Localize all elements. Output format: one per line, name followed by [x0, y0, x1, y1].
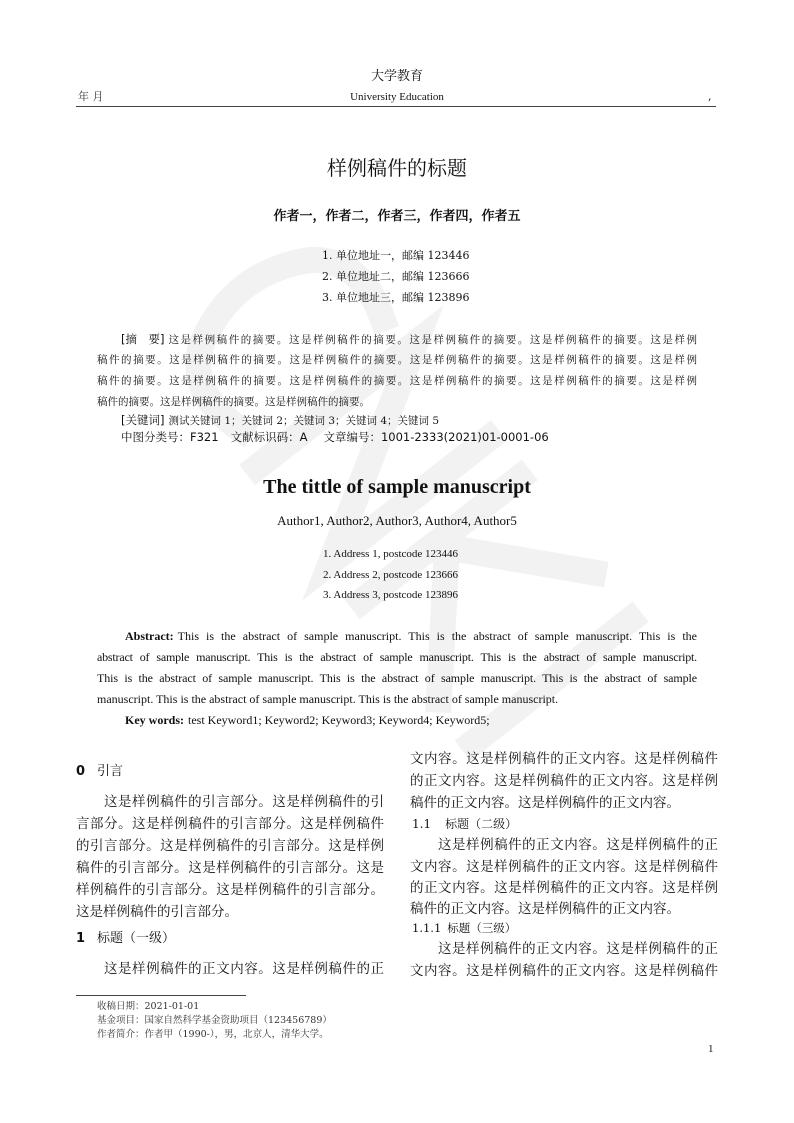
body-line: 稿件的正文内容。这是样例稿件的正文内容。 [410, 795, 680, 811]
keywords-en-line [125, 714, 490, 728]
title-en: The tittle of sample manuscript [263, 476, 531, 498]
intro-line: 样例稿件的引言部分。这是样例稿件的引言部分。 [76, 882, 384, 898]
section-0-heading: 引言 [97, 764, 124, 779]
body-line: 的正文内容。这是样例稿件的正文内容。这是样例 [410, 880, 718, 896]
intro-line: 稿件的引言部分。这是样例稿件的引言部分。这是 [76, 860, 384, 876]
body-line: 稿件的正文内容。这是样例稿件的正文内容。 [410, 901, 680, 917]
intro-line: 这是样例稿件的引言部分。这是样例稿件的引 [104, 794, 384, 810]
body-line: 文内容。这是样例稿件的正文内容。这是样例稿件 [410, 751, 718, 767]
footnote-rule [76, 995, 246, 996]
abstract-en-line: manuscript. This is the abstract of sample manuscript. This is the abstract of sample manuscript. [97, 692, 559, 706]
intro-line: 言部分。这是样例稿件的引言部分。这是样例稿件 [76, 816, 384, 832]
intro-line: 这是样例稿件的引言部分。 [76, 904, 238, 920]
body-line: 这是样例稿件的正文内容。这是样例稿件的正 [438, 837, 718, 853]
journal-title-en: University Education [350, 91, 444, 103]
address-en: 2. Address 2, postcode 123666 [323, 569, 459, 581]
section-1-1-1-heading-line [412, 922, 516, 935]
authors-cn: 作者一，作者二，作者三，作者四，作者五 [273, 209, 521, 224]
article-number: 文章编号：1001-2333(2021)01-0001-06 [323, 430, 549, 444]
section-1-1-1-heading: 标题（三级） [447, 921, 517, 935]
header-date: 年 月 [78, 90, 104, 103]
intro-line: 的引言部分。这是样例稿件的引言部分。这是样例 [76, 838, 384, 854]
abstract-cn-first-line [121, 333, 697, 346]
abstract-cn-label: [摘 要] [121, 332, 165, 346]
footnote-received-date: 收稿日期：2021-01-01 [97, 1001, 200, 1012]
keywords-cn: 测试关键词 1；关键词 2；关键词 3；关键词 4；关键词 5 [168, 415, 440, 427]
body-line: 的正文内容。这是样例稿件的正文内容。这是样例 [410, 773, 718, 789]
section-1-1-heading-line [412, 818, 517, 832]
section-1-1-heading: 标题（二级） [445, 817, 518, 831]
abstract-cn-line: 稿件的摘要。这是样例稿件的摘要。这是样例稿件的摘要。 [97, 396, 370, 408]
address-en: 3. Address 3, postcode 123896 [323, 589, 459, 601]
section-0-heading-line [76, 765, 123, 780]
abstract-en-line: abstract of sample manuscript. This is the abstract of sample manuscript. This is the abstract of sample manuscript. [97, 650, 697, 664]
keywords-cn-label: [关键词] [121, 413, 165, 427]
address-cn: 3. 单位地址三，邮编 123896 [322, 291, 470, 304]
abstract-cn-line: 这是样例稿件的摘要。这是样例稿件的摘要。这是样例稿件的摘要。这是样例稿件的摘要。这是样例 [168, 334, 697, 346]
document-code: 文献标识码：A [230, 430, 308, 444]
section-1-number: 1 [76, 931, 86, 946]
page-number: 1 [708, 1043, 714, 1055]
abstract-en-line: This is the abstract of sample manuscript. This is the abstract of sample manuscript. This is the abstract of sample [97, 671, 697, 685]
abstract-en-line: This is the abstract of sample manuscript. This is the abstract of sample manuscript. This is the [177, 629, 697, 643]
body-line: 这是样例稿件的正文内容。这是样例稿件的正 [104, 961, 384, 977]
clc-number: 中图分类号：F321 [121, 430, 219, 444]
keywords-cn-line [121, 414, 439, 427]
address-cn: 2. 单位地址二，邮编 123666 [322, 270, 470, 283]
keywords-en: test Keyword1; Keyword2; Keyword3; Keyword4; Keyword5; [188, 713, 490, 727]
abstract-en-first-line [125, 630, 697, 644]
abstract-cn-line: 稿件的摘要。这是样例稿件的摘要。这是样例稿件的摘要。这是样例稿件的摘要。这是样例稿件的摘要。这是样例 [97, 354, 697, 366]
abstract-en-label: Abstract: [125, 629, 174, 643]
section-1-1-number: 1.1 [412, 817, 432, 831]
journal-title-cn: 大学教育 [370, 69, 423, 84]
section-1-1-1-number: 1.1.1 [412, 921, 442, 935]
body-line: 文内容。这是样例稿件的正文内容。这是样例稿件 [410, 859, 718, 875]
address-en: 1. Address 1, postcode 123446 [323, 548, 459, 560]
header-rule [76, 106, 716, 107]
keywords-en-label: Key words: [125, 713, 184, 727]
footnote-funding: 基金项目：国家自然科学基金资助项目（123456789） [97, 1015, 332, 1026]
authors-en: Author1, Author2, Author3, Author4, Author5 [277, 513, 517, 528]
abstract-cn-line: 稿件的摘要。这是样例稿件的摘要。这是样例稿件的摘要。这是样例稿件的摘要。这是样例稿件的摘要。这是样例 [97, 375, 697, 387]
address-cn: 1. 单位地址一，邮编 123446 [322, 249, 470, 262]
footnote-author-bio: 作者简介：作者甲（1990-），男，北京人，清华大学。 [97, 1029, 329, 1040]
section-1-heading-line [76, 932, 175, 947]
title-cn: 样例稿件的标题 [327, 156, 467, 180]
body-line: 文内容。这是样例稿件的正文内容。这是样例稿件 [410, 963, 718, 979]
body-line: 这是样例稿件的正文内容。这是样例稿件的正 [438, 941, 718, 957]
header-right-mark: , [708, 90, 712, 103]
section-1-heading: 标题（一级） [97, 931, 176, 946]
classification-line [121, 431, 553, 444]
section-0-number: 0 [76, 764, 86, 779]
